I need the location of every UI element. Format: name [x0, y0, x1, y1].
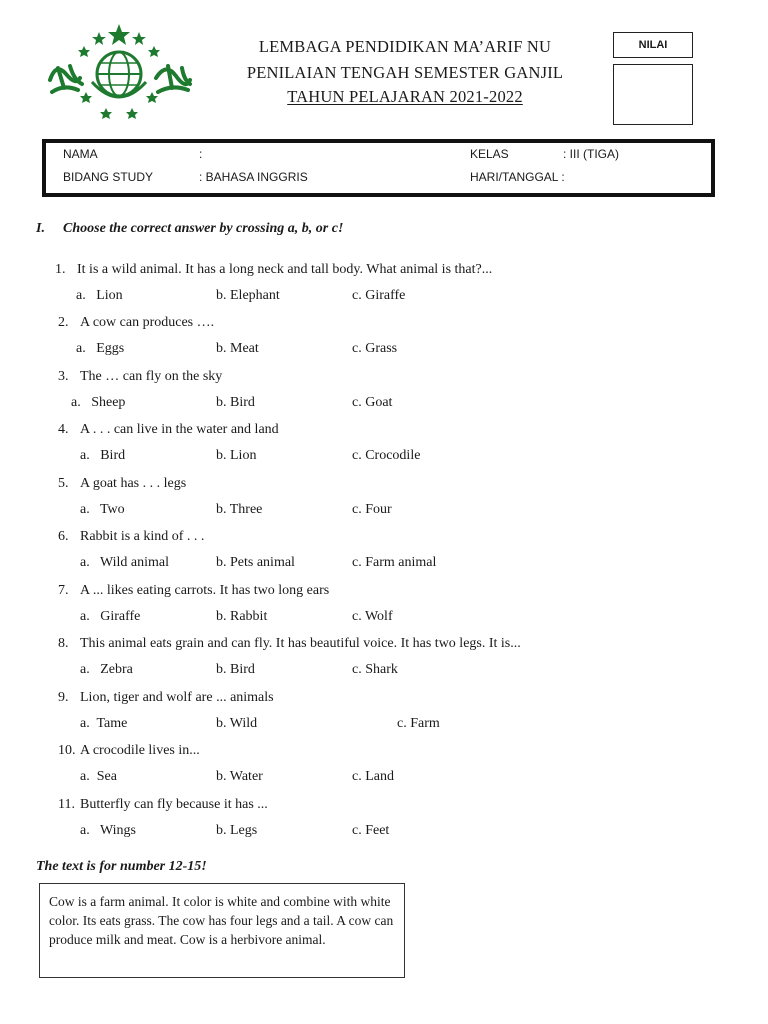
instruction-text: Choose the correct answer by crossing a, b, or c!: [63, 221, 344, 236]
nama-value[interactable]: :: [199, 147, 203, 161]
option-c[interactable]: c. Goat: [352, 395, 393, 410]
option-c[interactable]: c. Farm: [397, 716, 440, 731]
reading-passage: Cow is a farm animal. It color is white and combine with white color. Its eats grass. The cow has four legs and a tail. A cow can produce milk and meat. Cow is a herbivore animal.: [39, 883, 405, 978]
exam-title: PENILAIAN TENGAH SEMESTER GANJIL: [246, 63, 564, 82]
question-item: [58, 422, 279, 438]
question-item: [58, 690, 274, 706]
option-b[interactable]: b. Elephant: [216, 288, 280, 303]
question-text: This animal eats grain and can fly. It has beautiful voice. It has two legs. It is...: [80, 636, 521, 651]
option-b[interactable]: b. Bird: [216, 662, 255, 677]
question-item: [58, 529, 204, 545]
option-a[interactable]: a. Wings: [80, 823, 136, 838]
option-a[interactable]: a. Bird: [80, 448, 126, 463]
question-number: 3.: [58, 369, 69, 384]
question-item: [58, 743, 200, 759]
option-a[interactable]: a. Wild animal: [80, 555, 169, 570]
question-text: A cow can produces ….: [80, 315, 215, 330]
option-c[interactable]: c. Grass: [352, 341, 398, 356]
option-b[interactable]: b. Lion: [216, 448, 257, 463]
option-c[interactable]: c. Farm animal: [352, 555, 437, 570]
question-number: 5.: [58, 476, 69, 491]
question-text: A ... likes eating carrots. It has two long ears: [80, 583, 330, 598]
option-b[interactable]: b. Meat: [216, 341, 259, 356]
question-text: The … can fly on the sky: [80, 369, 223, 384]
nilai-label: NILAI: [613, 32, 693, 58]
question-text: A crocodile lives in...: [80, 743, 200, 758]
question-number: 6.: [58, 529, 69, 544]
bidang-value: : BAHASA INGGRIS: [199, 170, 308, 184]
option-c[interactable]: c. Four: [352, 502, 392, 517]
question-item: [58, 476, 186, 492]
option-c[interactable]: c. Crocodile: [352, 448, 421, 463]
kelas-label: KELAS: [470, 147, 509, 161]
option-a[interactable]: a. Sea: [80, 769, 117, 784]
option-c[interactable]: c. Feet: [352, 823, 390, 838]
academic-year: TAHUN PELAJARAN 2021-2022: [287, 87, 523, 106]
score-box[interactable]: [613, 64, 693, 125]
question-item: [55, 262, 492, 278]
option-c[interactable]: c. Giraffe: [352, 288, 406, 303]
question-text: A goat has . . . legs: [80, 476, 187, 491]
option-b[interactable]: b. Water: [216, 769, 263, 784]
option-b[interactable]: b. Wild: [216, 716, 258, 731]
question-number: 10.: [58, 743, 76, 758]
option-b[interactable]: b. Pets animal: [216, 555, 295, 570]
question-text: A . . . can live in the water and land: [80, 422, 279, 437]
question-item: [58, 583, 329, 599]
option-c[interactable]: c. Land: [352, 769, 394, 784]
option-b[interactable]: b. Bird: [216, 395, 255, 410]
option-b[interactable]: b. Legs: [216, 823, 258, 838]
option-a[interactable]: a. Sheep: [71, 395, 126, 410]
student-info-box: [42, 139, 715, 197]
nu-emblem-icon: [44, 22, 194, 126]
nama-label: NAMA: [63, 147, 98, 161]
question-item: [58, 636, 521, 652]
option-a[interactable]: a. Zebra: [80, 662, 133, 677]
option-b[interactable]: b. Three: [216, 502, 263, 517]
question-text: It is a wild animal. It has a long neck and tall body. What animal is that?...: [77, 262, 493, 277]
question-text: Rabbit is a kind of . . .: [80, 529, 205, 544]
kelas-value: : III (TIGA): [563, 147, 619, 161]
question-number: 7.: [58, 583, 69, 598]
question-number: 2.: [58, 315, 69, 330]
question-number: 4.: [58, 422, 69, 437]
option-a[interactable]: a. Eggs: [76, 341, 125, 356]
question-number: 9.: [58, 690, 69, 705]
option-c[interactable]: c. Shark: [352, 662, 398, 677]
institution-title: LEMBAGA PENDIDIKAN MA’ARIF NU: [258, 37, 552, 56]
option-a[interactable]: a. Lion: [76, 288, 123, 303]
question-item: [58, 369, 222, 385]
option-a[interactable]: a. Tame: [80, 716, 128, 731]
question-number: 11.: [58, 797, 75, 812]
question-number: 8.: [58, 636, 69, 651]
reading-note: The text is for number 12-15!: [36, 859, 207, 874]
option-b[interactable]: b. Rabbit: [216, 609, 268, 624]
section-instruction: [36, 221, 343, 237]
question-text: Lion, tiger and wolf are ... animals: [80, 690, 274, 705]
bidang-label: BIDANG STUDY: [63, 170, 154, 184]
option-c[interactable]: c. Wolf: [352, 609, 393, 624]
option-a[interactable]: a. Giraffe: [80, 609, 141, 624]
question-item: [58, 797, 268, 813]
section-number: I.: [36, 221, 45, 236]
hari-tanggal-label[interactable]: HARI/TANGGAL :: [470, 170, 565, 184]
question-item: [58, 315, 214, 331]
option-a[interactable]: a. Two: [80, 502, 125, 517]
question-text: Butterfly can fly because it has ...: [80, 797, 268, 812]
question-number: 1.: [55, 262, 66, 277]
